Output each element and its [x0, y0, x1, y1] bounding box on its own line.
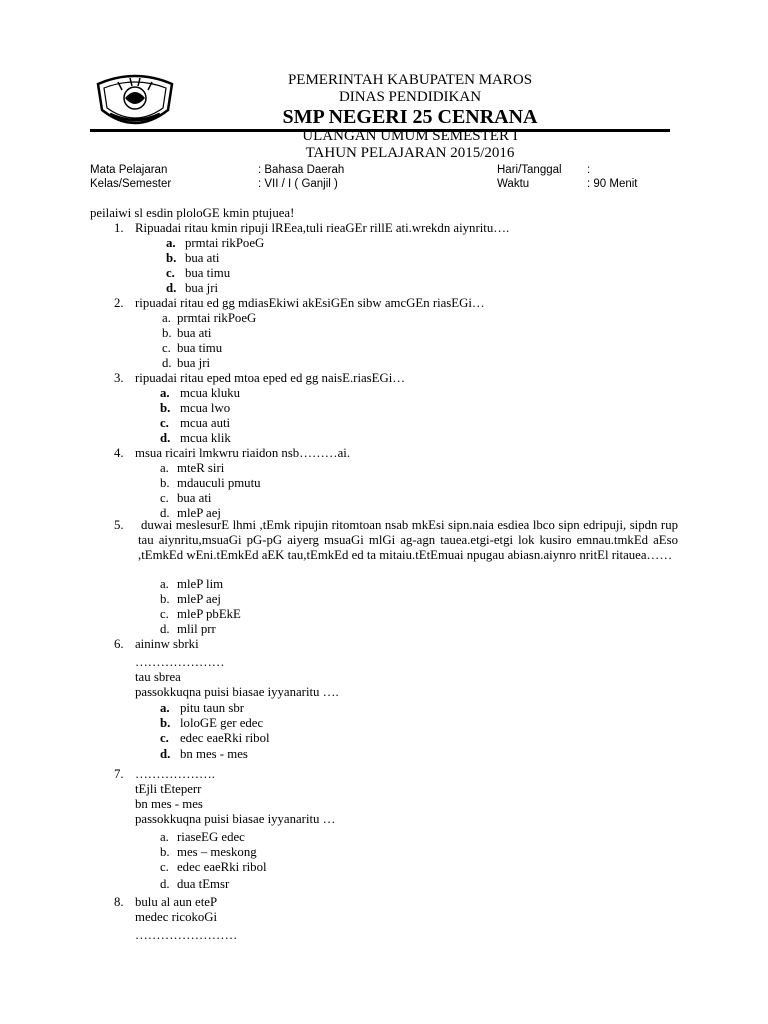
option-letter: a.	[160, 701, 170, 715]
option-letter: d.	[160, 747, 171, 761]
blank-line: ……………………	[135, 928, 238, 942]
option-text: bn mes - mes	[180, 747, 248, 761]
question-text: ripuadai ritau ed gg mdiasEkiwi akEsiGEn sibw amcGEn riasEGi…	[135, 296, 485, 310]
maros-emblem-logo	[90, 70, 180, 132]
question-number: 5.	[114, 518, 124, 532]
option-letter: c.	[160, 607, 169, 621]
question-number: 2.	[114, 296, 124, 310]
question-number: 4.	[114, 446, 124, 460]
department-line: DINAS PENDIDIKAN	[338, 89, 482, 105]
question-number: 1.	[114, 221, 124, 235]
poem-line: bn mes - mes	[135, 797, 203, 811]
poem-line: medec ricokoGi	[135, 910, 218, 924]
option-text: mcua lwo	[180, 401, 231, 415]
option-text: mleP aej	[177, 592, 221, 606]
option-letter: d.	[160, 877, 170, 891]
option-text: bua jri	[185, 281, 219, 295]
option-letter: b.	[160, 845, 170, 859]
question-prompt: passokkuqna puisi biasae iyyanaritu ….	[135, 685, 339, 699]
school-name: SMP NEGERI 25 CENRANA	[282, 106, 538, 128]
question-paragraph: duwai meslesurE lhmi ,tEmk ripujin ritomtoan nsab mkEsi sipn.naia esdiea lbco sipn edripuji, sipdn rup tau aiynritu,msuaGi pG-pG aiyerg msuaGi mlGi ag-agn tauea.etgi-etgi lok kusiro emnau.tmkEd aEso ,tEmkEd wEni.tEmkEd aEK tau,tEmkEd ed ta mitaiu.tEtEmuai npugau abiasn.aiynro nritEl ritauea……	[138, 518, 678, 562]
instruction: peilaiwi sl esdin ploloGE kmin ptujuea!	[90, 206, 295, 220]
option-text: bua timu	[177, 341, 223, 355]
option-letter: d.	[166, 281, 177, 295]
option-letter: a.	[160, 386, 170, 400]
option-text: mleP lim	[177, 577, 224, 591]
date-value: :	[587, 164, 591, 176]
time-label: Waktu	[497, 178, 530, 190]
subject-label: Mata Pelajaran	[90, 164, 168, 176]
option-text: loloGE ger edec	[180, 716, 264, 730]
option-letter: c.	[162, 341, 171, 355]
option-letter: b.	[160, 476, 170, 490]
option-text: bua ati	[177, 491, 212, 505]
option-letter: d.	[162, 356, 172, 370]
option-text: bua ati	[177, 326, 212, 340]
subject-value: : Bahasa Daerah	[258, 164, 345, 176]
option-letter: c.	[160, 416, 169, 430]
question-text: Ripuadai ritau kmin ripuji lREea,tuli rieaGEr rillE ati.wrekdn aiynritu….	[135, 221, 510, 235]
option-letter: b.	[160, 401, 171, 415]
option-text: prmtai rikPoeG	[185, 236, 265, 250]
time-value: : 90 Menit	[587, 178, 638, 190]
poem-line: tEjli tEteperr	[135, 782, 202, 796]
option-text: pitu taun sbr	[180, 701, 244, 715]
academic-year: TAHUN PELAJARAN 2015/2016	[305, 145, 515, 161]
option-text: dua tEmsr	[177, 877, 230, 891]
option-letter: a.	[166, 236, 176, 250]
option-text: mteR siri	[177, 461, 225, 475]
option-text: riaseEG edec	[177, 830, 245, 844]
option-text: mlil prr	[177, 622, 216, 636]
option-text: mcua kluku	[180, 386, 241, 400]
option-letter: d.	[160, 431, 171, 445]
blank-line: ……………….	[135, 767, 215, 781]
class-value: : VII / I ( Ganjil )	[258, 178, 338, 190]
question-prompt: passokkuqna puisi biasae iyyanaritu …	[135, 812, 336, 826]
option-text: bua timu	[185, 266, 231, 280]
option-letter: c.	[166, 266, 175, 280]
option-text: bua jri	[177, 356, 211, 370]
question-number: 8.	[114, 895, 124, 909]
option-text: mdauculi pmutu	[177, 476, 261, 490]
option-text: bua ati	[185, 251, 220, 265]
option-text: mcua auti	[180, 416, 231, 430]
option-letter: b.	[166, 251, 177, 265]
option-text: mleP aej	[177, 506, 221, 520]
option-letter: b.	[160, 716, 171, 730]
question-text: bulu al aun eteP	[135, 895, 218, 909]
question-text: aininw sbrki	[135, 637, 199, 651]
option-text: edec eaeRki ribol	[180, 731, 270, 745]
option-letter: d.	[160, 622, 170, 636]
date-label: Hari/Tanggal	[497, 164, 562, 176]
question-number: 6.	[114, 637, 124, 651]
option-letter: c.	[160, 491, 169, 505]
option-letter: c.	[160, 860, 169, 874]
question-text: ripuadai ritau eped mtoa eped ed gg naisE.riasEGi…	[135, 371, 406, 385]
option-letter: a.	[160, 461, 169, 475]
option-text: mes – meskong	[177, 845, 257, 859]
option-text: prmtai rikPoeG	[177, 311, 257, 325]
question-text: msua ricairi lmkwru riaidon nsb………ai.	[135, 446, 351, 460]
poem-line: tau sbrea	[135, 670, 181, 684]
option-text: mcua klik	[180, 431, 231, 445]
question-number: 7.	[114, 767, 124, 781]
option-letter: a.	[160, 577, 169, 591]
option-letter: c.	[160, 731, 169, 745]
option-letter: a.	[162, 311, 171, 325]
class-label: Kelas/Semester	[90, 178, 172, 190]
option-text: mleP pbEkE	[177, 607, 241, 621]
blank-line: …………………	[135, 655, 225, 669]
exam-title: ULANGAN UMUM SEMESTER I	[302, 128, 518, 144]
option-letter: a.	[160, 830, 169, 844]
option-letter: b.	[162, 326, 172, 340]
option-text: edec eaeRki ribol	[177, 860, 267, 874]
government-line: PEMERINTAH KABUPATEN MAROS	[287, 72, 533, 88]
question-number: 3.	[114, 371, 124, 385]
option-letter: d.	[160, 506, 170, 520]
option-letter: b.	[160, 592, 170, 606]
